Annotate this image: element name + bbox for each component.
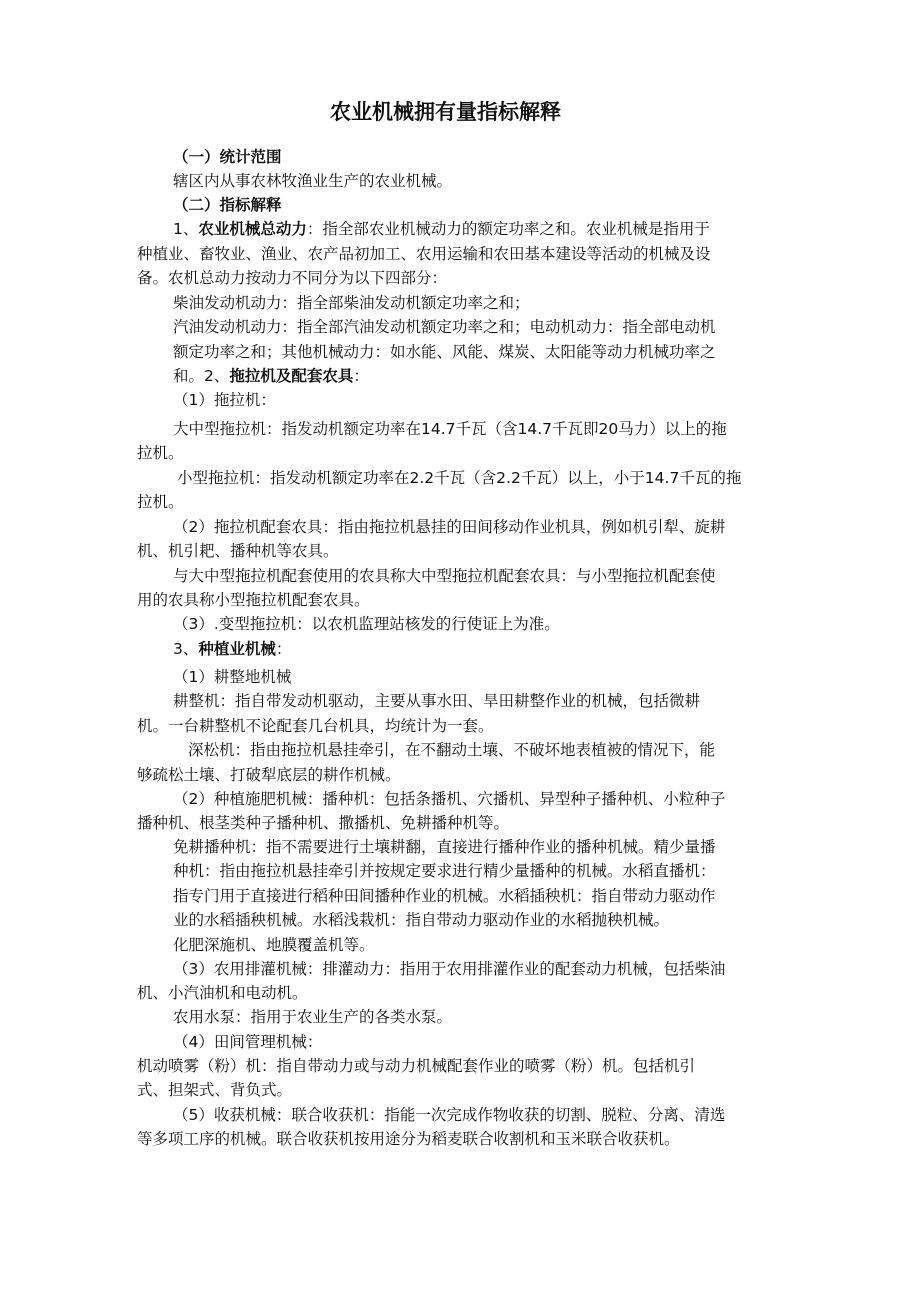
paragraph-line: 农用水泵：指用于农业生产的各类水泵。 bbox=[173, 1008, 453, 1026]
document-title: 农业机械拥有量指标解释 bbox=[330, 100, 561, 124]
paragraph-line: 深松机：指由拖拉机悬挂牵引，在不翻动土壤、不破坏地表植被的情况下，能 bbox=[188, 741, 716, 759]
paragraph-line: 机动喷雾（粉）机：指自带动力或与动力机械配套作业的喷雾（粉）机。包括机引 bbox=[137, 1057, 696, 1075]
paragraph-line: 化肥深施机、地膜覆盖机等。 bbox=[173, 936, 375, 954]
paragraph-line: 种机：指由拖拉机悬挂牵引并按规定要求进行精少量播种的机械。水稻直播机： bbox=[173, 862, 716, 880]
section-heading: （二）指标解释 bbox=[173, 196, 282, 214]
paragraph-line: 够疏松土壤、打破犁底层的耕作机械。 bbox=[137, 766, 401, 784]
paragraph-line: （1）拖拉机： bbox=[173, 391, 276, 409]
paragraph-line: 耕整机：指自带发动机驱动，主要从事水田、旱田耕整作业的机械，包括微耕 bbox=[173, 692, 701, 710]
paragraph-line: 1、农业机械总动力：指全部农业机械动力的额定功率之和。农业机械是指用于 bbox=[173, 220, 710, 238]
paragraph-line: 额定功率之和；其他机械动力：如水能、风能、煤炭、太阳能等动力机械功率之 bbox=[173, 343, 716, 361]
paragraph-line: 拉机。 bbox=[137, 493, 184, 511]
paragraph-line: （3）农用排灌机械：排灌动力：指用于农用排灌作业的配套动力机械，包括柴油 bbox=[173, 960, 726, 978]
paragraph-line: 大中型拖拉机：指发动机额定功率在14.7千瓦（含14.7千瓦即20马力）以上的拖 bbox=[173, 420, 727, 438]
paragraph-line: 拉机。 bbox=[137, 444, 184, 462]
paragraph-line: （4）田间管理机械： bbox=[173, 1033, 323, 1051]
paragraph-line: 机、小汽油机和电动机。 bbox=[137, 984, 308, 1002]
paragraph-line: 备。农机总动力按动力不同分为以下四部分： bbox=[137, 269, 448, 287]
paragraph-line: （2）种植施肥机械：播种机：包括条播机、穴播机、异型种子播种机、小粒种子 bbox=[173, 790, 726, 808]
paragraph-line: 指专门用于直接进行稻种田间播种作业的机械。水稻插秧机：指自带动力驱动作 bbox=[173, 887, 716, 905]
section-heading: （一）统计范围 bbox=[173, 148, 282, 166]
paragraph-line: 机。一台耕整机不论配套几台机具，均统计为一套。 bbox=[137, 717, 494, 735]
paragraph-line: 种植业、畜牧业、渔业、农产品初加工、农用运输和农田基本建设等活动的机械及设 bbox=[137, 245, 711, 263]
paragraph-line: 辖区内从事农林牧渔业生产的农业机械。 bbox=[173, 172, 453, 190]
paragraph-line: （5）收获机械：联合收获机：指能一次完成作物收获的切割、脱粒、分离、清选 bbox=[173, 1106, 726, 1124]
paragraph-line: （3）.变型拖拉机：以农机监理站核发的行使证上为准。 bbox=[173, 615, 560, 633]
paragraph-line: 播种机、根茎类种子播种机、撒播机、免耕播种机等。 bbox=[137, 814, 510, 832]
paragraph-line: 3、种植业机械： bbox=[173, 640, 292, 658]
paragraph-line: 与大中型拖拉机配套使用的农具称大中型拖拉机配套农具：与小型拖拉机配套使 bbox=[173, 567, 716, 585]
paragraph-line: 和。2、拖拉机及配套农具： bbox=[173, 367, 369, 385]
paragraph-line: 小型拖拉机：指发动机额定功率在2.2千瓦（含2.2千瓦）以上，小于14.7千瓦的拖 bbox=[177, 469, 742, 487]
paragraph-line: 汽油发动机动力：指全部汽油发动机额定功率之和；电动机动力：指全部电动机 bbox=[173, 318, 716, 336]
paragraph-line: 机、机引耙、播种机等农具。 bbox=[137, 542, 339, 560]
paragraph-line: 免耕播种机：指不需要进行土壤耕翻，直接进行播种作业的播种机械。精少量播 bbox=[173, 838, 716, 856]
paragraph-line: 等多项工序的机械。联合收获机按用途分为稻麦联合收割机和玉米联合收获机。 bbox=[137, 1130, 680, 1148]
paragraph-line: 用的农具称小型拖拉机配套农具。 bbox=[137, 591, 370, 609]
paragraph-line: （2）拖拉机配套农具：指由拖拉机悬挂的田间移动作业机具，例如机引犁、旋耕 bbox=[173, 518, 726, 536]
paragraph-line: （1）耕整地机械 bbox=[173, 668, 292, 686]
paragraph-line: 业的水稻插秧机械。水稻浅栽机：指自带动力驱动作业的水稻抛秧机械。 bbox=[173, 911, 670, 929]
paragraph-line: 式、担架式、背负式。 bbox=[137, 1081, 293, 1099]
paragraph-line: 柴油发动机动力：指全部柴油发动机额定功率之和； bbox=[173, 294, 530, 312]
